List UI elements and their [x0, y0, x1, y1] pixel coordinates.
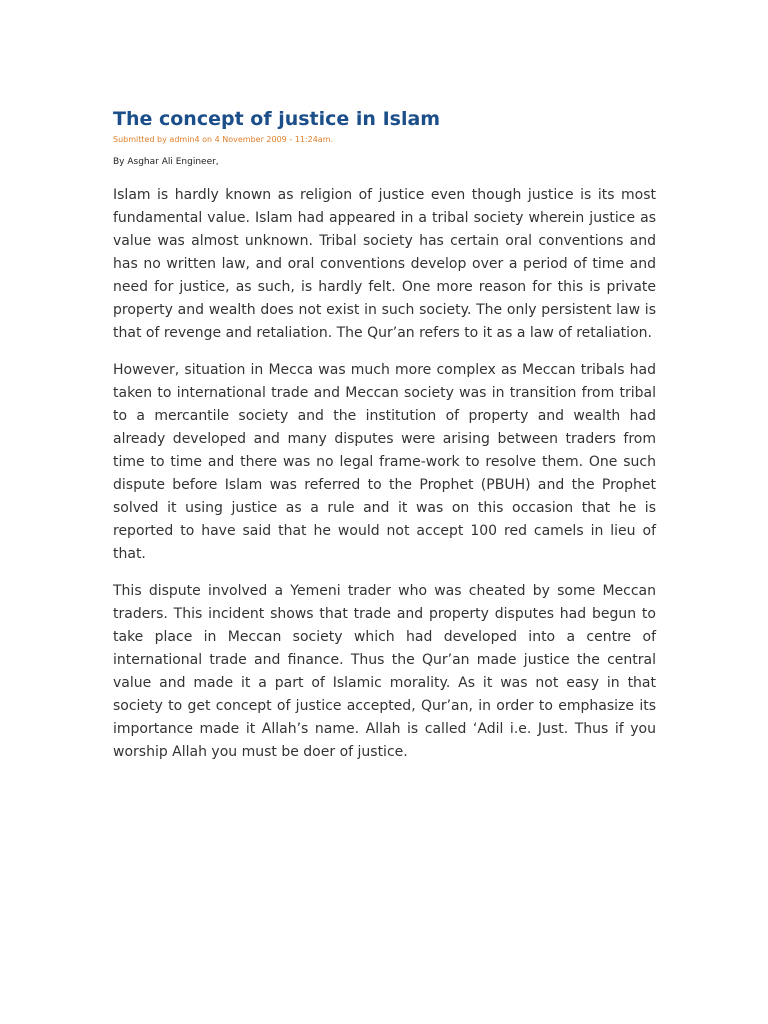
- paragraph-3: This dispute involved a Yemeni trader who was cheated by some Meccan traders. This incident shows that trade and property disputes had begun to take place in Meccan society which had developed into a centre of international trade and finance. Thus the Qur’an made justice the central value and made it a part of Islamic morality. As it was not easy in that society to get concept of justice accepted, Qur’an, in order to emphasize its importance made it Allah’s name. Allah is called ‘Adil i.e. Just. Thus if you worship Allah you must be doer of justice.: [113, 583, 656, 760]
- author-byline: By Asghar Ali Engineer,: [113, 157, 219, 167]
- article-title: The concept of justice in Islam: [113, 108, 441, 130]
- document-page: [113, 106, 656, 778]
- paragraph-2: However, situation in Mecca was much more complex as Meccan tribals had taken to international trade and Meccan society was in transition from tribal to a mercantile society and the institution of property and wealth had already developed and many disputes were arising between traders from time to time and there was no legal frame-work to resolve them. One such dispute before Islam was referred to the Prophet (PBUH) and the Prophet solved it using justice as a rule and it was on this occasion that he is reported to have said that he would not accept 100 red camels in lieu of that.: [113, 362, 656, 562]
- paragraph-1: Islam is hardly known as religion of justice even though justice is its most fundamental value. Islam had appeared in a tribal society wherein justice as value was almost unknown. Tribal society has certain oral conventions and has no written law, and oral conventions develop over a period of time and need for justice, as such, is hardly felt. One more reason for this is private property and wealth does not exist in such society. The only persistent law is that of revenge and retaliation. The Qur’an refers to it as a law of retaliation.: [113, 187, 656, 341]
- submission-info: Submitted by admin4 on 4 November 2009 - 11:24am.: [113, 135, 334, 144]
- article-body: [113, 184, 656, 764]
